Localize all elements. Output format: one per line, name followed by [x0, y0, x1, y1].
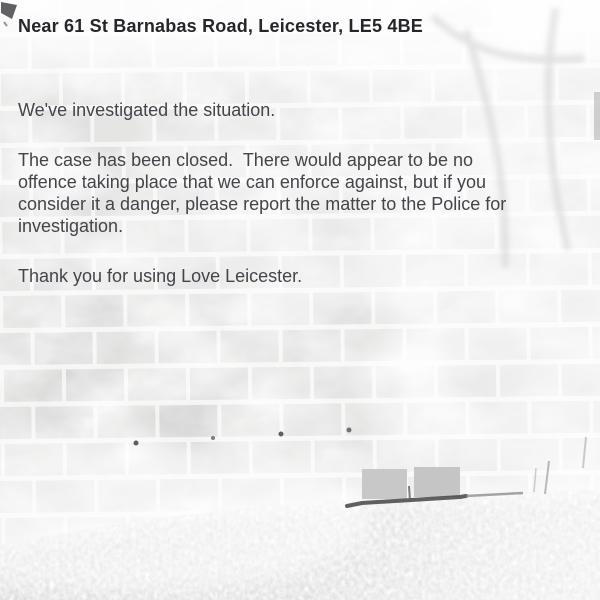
- message-paragraph: [18, 149, 578, 237]
- message-paragraph: [18, 99, 578, 121]
- status-message: [18, 99, 578, 315]
- message-paragraph: [18, 265, 578, 287]
- message-line: offence taking place that we can enforce against, but if you: [18, 172, 486, 192]
- message-line: consider it a danger, please report the matter to the Police for: [18, 194, 507, 214]
- message-line: The case has been closed. There would appear to be no: [18, 150, 473, 170]
- location-header: Near 61 St Barnabas Road, Leicester, LE5 4BE: [18, 16, 423, 36]
- message-line: We've investigated the situation.: [18, 100, 276, 120]
- message-line: investigation.: [18, 216, 124, 236]
- message-line: Thank you for using Love Leicester.: [18, 266, 303, 286]
